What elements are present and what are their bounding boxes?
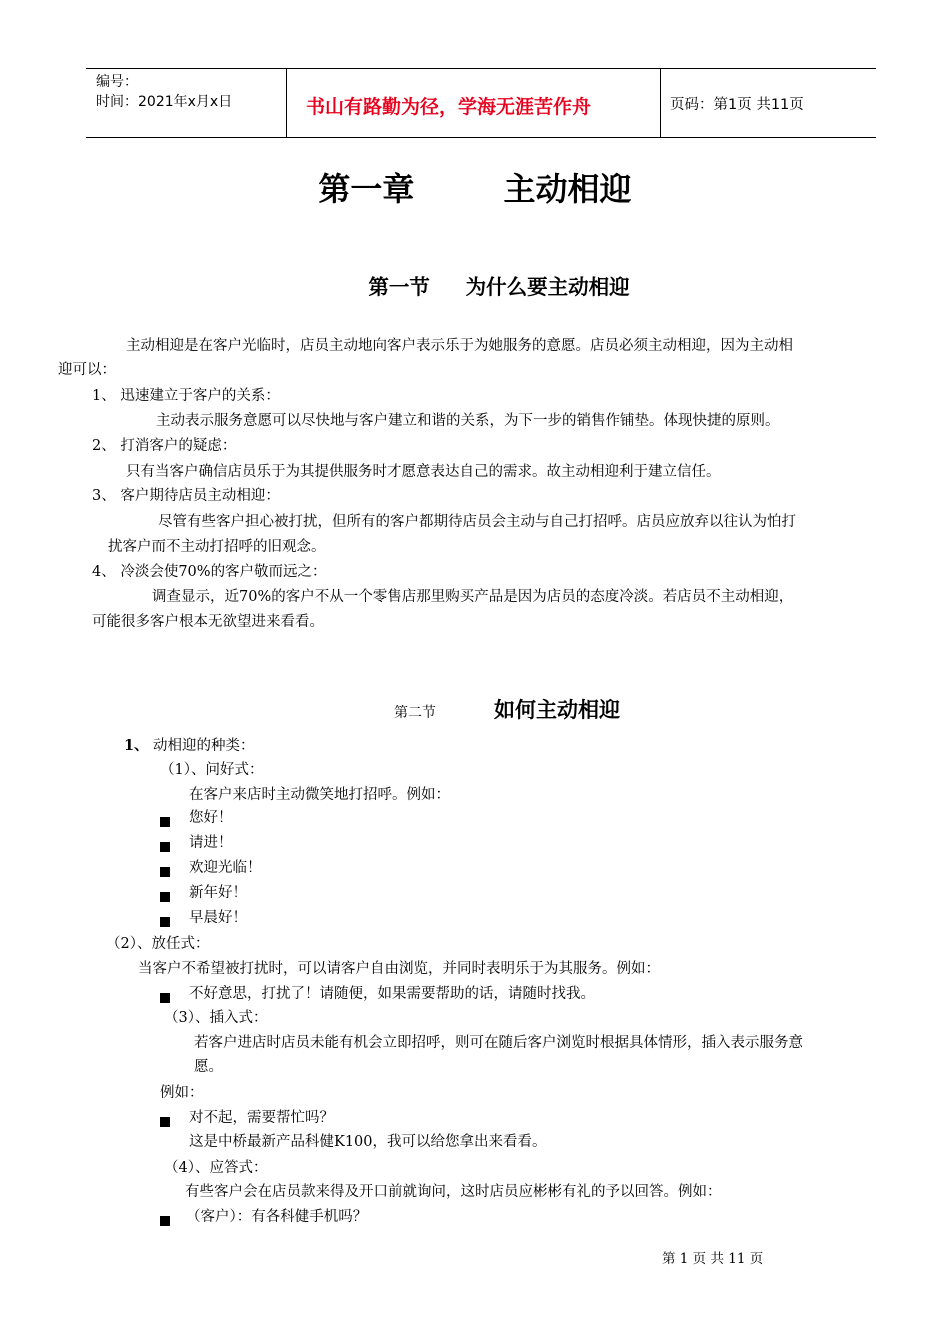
page-info: 页码：第1页 共11页 <box>670 97 804 113</box>
section1-item3-heading: 3、 客户期待店员主动相迎： <box>92 488 280 504</box>
sub3-heading: （3）、插入式： <box>164 1010 268 1026</box>
header-divider-left <box>286 69 287 137</box>
section1-intro-line1: 主动相迎是在客户光临时，店员主动地向客户表示乐于为她服务的意愿。店员必须主动相迎，因为主动相 <box>126 338 793 354</box>
section1-title: 第一节 为什么要主动相迎 <box>368 275 630 299</box>
section2-item1-num: 1、 <box>124 737 149 754</box>
greeting-item: 早晨好！ <box>189 910 247 926</box>
greeting-item: 您好！ <box>189 810 233 826</box>
bullet-icon <box>160 887 170 906</box>
sub3-example: 例如： <box>160 1085 204 1101</box>
section1-item4-heading: 4、 冷淡会使70%的客户敬而远之： <box>92 564 327 580</box>
sub4-heading: （4）、应答式： <box>164 1160 268 1176</box>
greeting-item: 新年好！ <box>189 885 247 901</box>
section1-item3-text-line1: 尽管有些客户担心被打扰，但所有的客户都期待店员会主动与自己打招呼。店员应放弃以往认为怕打 <box>158 514 796 530</box>
section2-label: 第二节 <box>394 705 436 721</box>
section1-item2-text: 只有当客户确信店员乐于为其提供服务时才愿意表达自己的需求。故主动相迎利于建立信任。 <box>126 464 721 480</box>
section2-item1-text: 动相迎的种类： <box>153 738 255 754</box>
bullet-icon <box>160 812 170 831</box>
sub1-desc: 在客户来店时主动微笑地打招呼。例如： <box>189 787 450 803</box>
greeting-item: 欢迎光临！ <box>189 860 262 876</box>
bullet-icon <box>160 912 170 931</box>
code-label: 编号： <box>96 74 138 90</box>
sub2-heading: （2）、放任式： <box>106 936 210 952</box>
section1-item1-heading: 1、 迅速建立于客户的关系： <box>92 388 280 404</box>
sub3-bullet-text: 对不起，需要帮忙吗？ <box>189 1110 334 1126</box>
section1-item1-text: 主动表示服务意愿可以尽快地与客户建立和谐的关系，为下一步的销售作铺垫。体现快捷的原则。 <box>156 413 780 429</box>
section1-item4-text-line1: 调查显示，近70%的客户不从一个零售店那里购买产品是因为店员的态度冷淡。若店员不主动相迎， <box>152 589 794 605</box>
page-footer: 第 1 页 共 11 页 <box>662 1251 764 1267</box>
sub4-desc: 有些客户会在店员款来得及开口前就询问，这时店员应彬彬有礼的予以回答。例如： <box>185 1184 722 1200</box>
motto: 书山有路勤为径，学海无涯苦作舟 <box>306 96 592 118</box>
bullet-icon <box>160 862 170 881</box>
section1-item4-text-line2: 可能很多客户根本无欲望进来看看。 <box>92 614 324 630</box>
section2-title: 如何主动相迎 <box>494 698 620 722</box>
bullet-icon <box>160 1211 170 1230</box>
bullet-icon <box>160 1112 170 1131</box>
sub1-heading: （1）、问好式： <box>160 762 264 778</box>
sub4-bullet-text: （客户）：有各科健手机吗？ <box>186 1209 368 1225</box>
section1-item2-heading: 2、 打消客户的疑虑： <box>92 438 237 454</box>
sub3-desc-line2: 愿。 <box>194 1059 223 1075</box>
sub2-bullet-text: 不好意思，打扰了！请随便，如果需要帮助的话，请随时找我。 <box>189 986 595 1002</box>
section1-intro-line2: 迎可以： <box>58 362 116 378</box>
sub3-desc-line1: 若客户进店时店员未能有机会立即招呼，则可在随后客户浏览时根据具体情形，插入表示服务意 <box>194 1035 803 1051</box>
sub2-desc: 当客户不希望被打扰时，可以请客户自由浏览，并同时表明乐于为其服务。例如： <box>138 961 660 977</box>
bullet-icon <box>160 988 170 1007</box>
header-divider-right <box>660 69 661 137</box>
sub3-follow-text: 这是中桥最新产品科健K100，我可以给您拿出来看看。 <box>189 1134 547 1150</box>
greeting-item: 请进！ <box>189 835 233 851</box>
chapter-title: 第一章 主动相迎 <box>318 170 632 208</box>
bullet-icon <box>160 837 170 856</box>
section1-item3-text-line2: 扰客户而不主动打招呼的旧观念。 <box>108 539 326 555</box>
time-label: 时间：2021年x月x日 <box>96 94 233 110</box>
